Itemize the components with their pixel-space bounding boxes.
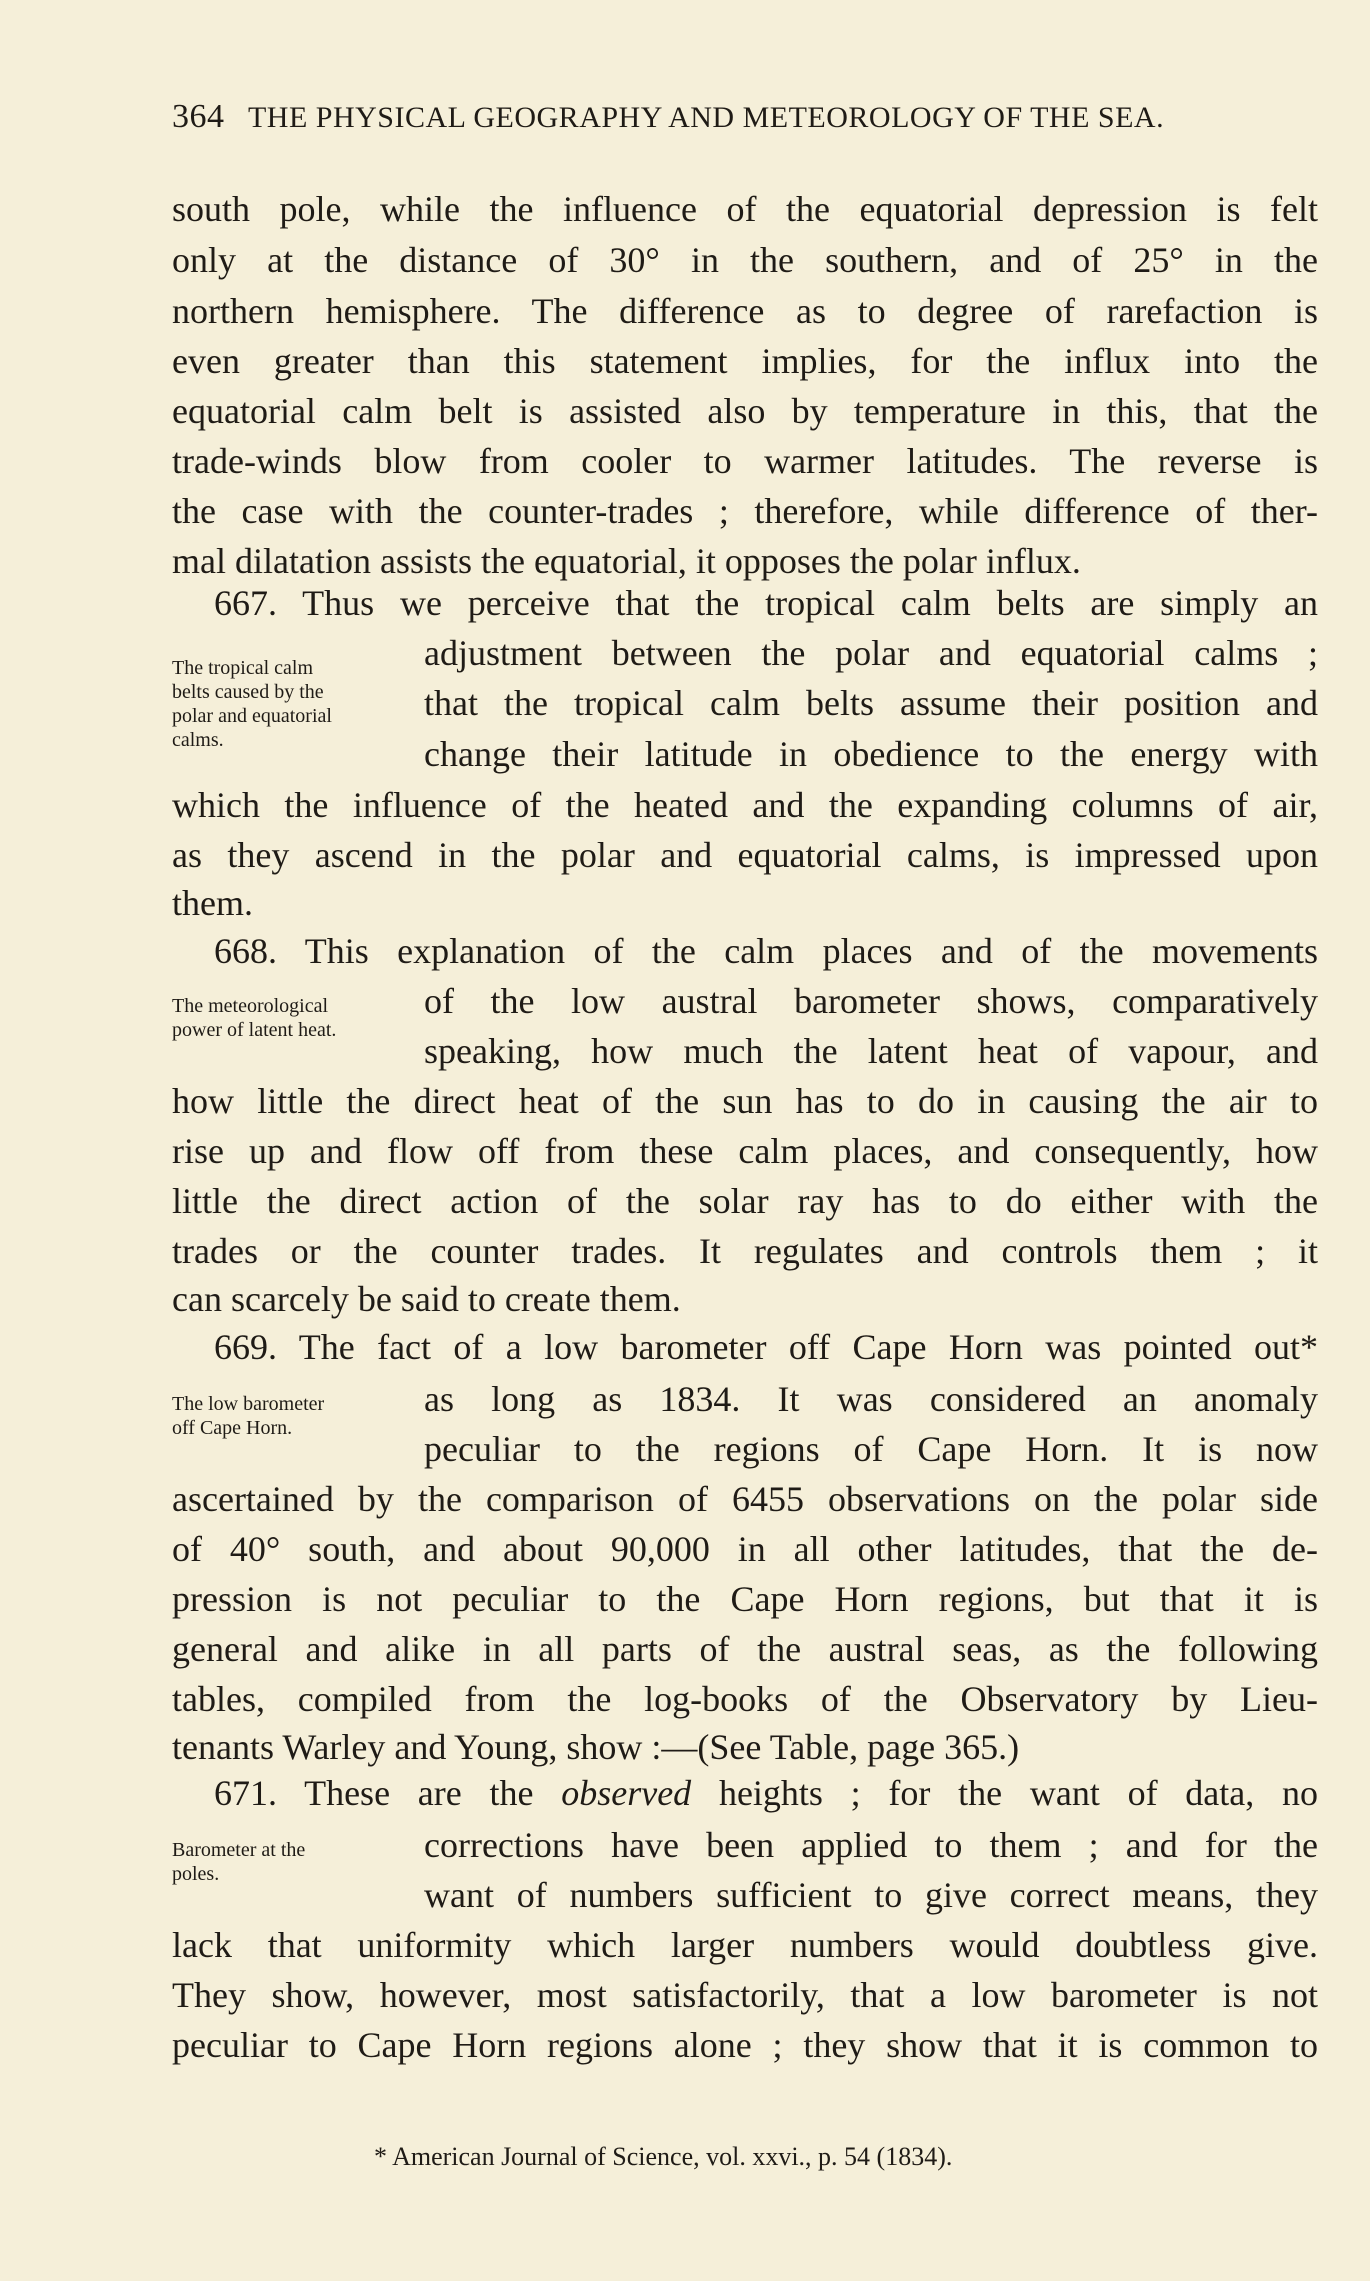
emphasis-observed: observed <box>561 1773 692 1813</box>
text-line: south pole, while the influence of the equatorial depression is felt <box>172 189 1318 229</box>
sidenote-low-barometer: The low barometer off Cape Horn. <box>172 1393 325 1439</box>
text-line: of 40° south, and about 90,000 in all other latitudes, that the de- <box>172 1529 1318 1569</box>
text-line: as they ascend in the polar and equatorial calms, is impressed upon <box>172 835 1318 875</box>
text-line: even greater than this statement implies, for the influx into the <box>172 341 1318 381</box>
sidenote-tropical-calm: The tropical calm belts caused by the polar and equatorial calms. <box>172 657 332 751</box>
text-line: rise up and flow off from these calm places, and consequently, how <box>172 1131 1318 1171</box>
text-line: of the low austral barometer shows, comparatively <box>424 981 1318 1021</box>
paragraph-667-start: 667. Thus we perceive that the tropical calm belts are simply an <box>214 583 1318 623</box>
text-line: change their latitude in obedience to the energy with <box>424 734 1318 774</box>
paragraph-668-start: 668. This explanation of the calm places and of the movements <box>214 931 1318 971</box>
sidenote-barometer-poles: Barometer at the poles. <box>172 1839 306 1885</box>
running-header <box>172 98 1292 136</box>
text-line: the case with the counter-trades ; therefore, while difference of ther- <box>172 491 1318 531</box>
running-title: THE PHYSICAL GEOGRAPHY AND METEOROLOGY OF THE SEA. <box>247 101 1165 134</box>
text-line: tenants Warley and Young, show :—(See Table, page 365.) <box>172 1727 1020 1767</box>
text-line: peculiar to Cape Horn regions alone ; they show that it is common to <box>172 2025 1318 2065</box>
sidenote-meteorological: The meteorological power of latent heat. <box>172 995 337 1041</box>
paragraph-669-start: 669. The fact of a low barometer off Cape Horn was pointed out* <box>214 1327 1318 1367</box>
text-line: how little the direct heat of the sun has to do in causing the air to <box>172 1081 1318 1121</box>
text-line: peculiar to the regions of Cape Horn. It is now <box>424 1429 1318 1469</box>
text-line: only at the distance of 30° in the southern, and of 25° in the <box>172 240 1318 280</box>
text-line: adjustment between the polar and equatorial calms ; <box>424 633 1318 673</box>
paragraph-671-start: 671. These are the observed heights ; for the want of data, no <box>214 1773 1319 1813</box>
text-line: corrections have been applied to them ; and for the <box>424 1825 1318 1865</box>
text-line: lack that uniformity which larger numbers would doubtless give. <box>172 1925 1318 1965</box>
page-number: 364 <box>172 98 225 135</box>
text-line: northern hemisphere. The difference as to degree of rarefaction is <box>172 291 1318 331</box>
text-line: which the influence of the heated and the expanding columns of air, <box>172 785 1318 825</box>
text-line: can scarcely be said to create them. <box>172 1279 681 1319</box>
text-line: that the tropical calm belts assume their position and <box>424 683 1318 723</box>
text-line: speaking, how much the latent heat of vapour, and <box>424 1031 1318 1071</box>
footnote: * American Journal of Science, vol. xxvi., p. 54 (1834). <box>374 2142 953 2171</box>
text-line: equatorial calm belt is assisted also by temperature in this, that the <box>172 391 1318 431</box>
text-line: ascertained by the comparison of 6455 observations on the polar side <box>172 1479 1318 1519</box>
text-line: They show, however, most satisfactorily, that a low barometer is not <box>172 1975 1318 2015</box>
text-line: tables, compiled from the log-books of the Observatory by Lieu- <box>172 1679 1318 1719</box>
text-line: mal dilatation assists the equatorial, it opposes the polar influx. <box>172 541 1081 581</box>
text-line: general and alike in all parts of the austral seas, as the following <box>172 1629 1318 1669</box>
text-line: them. <box>172 883 253 923</box>
text-line: trades or the counter trades. It regulates and controls them ; it <box>172 1231 1318 1271</box>
text-line: trade-winds blow from cooler to warmer latitudes. The reverse is <box>172 441 1318 481</box>
text-line: little the direct action of the solar ray has to do either with the <box>172 1181 1318 1221</box>
text-line: as long as 1834. It was considered an anomaly <box>424 1379 1318 1419</box>
text-line: want of numbers sufficient to give correct means, they <box>424 1875 1318 1915</box>
text-line: pression is not peculiar to the Cape Horn regions, but that it is <box>172 1579 1318 1619</box>
